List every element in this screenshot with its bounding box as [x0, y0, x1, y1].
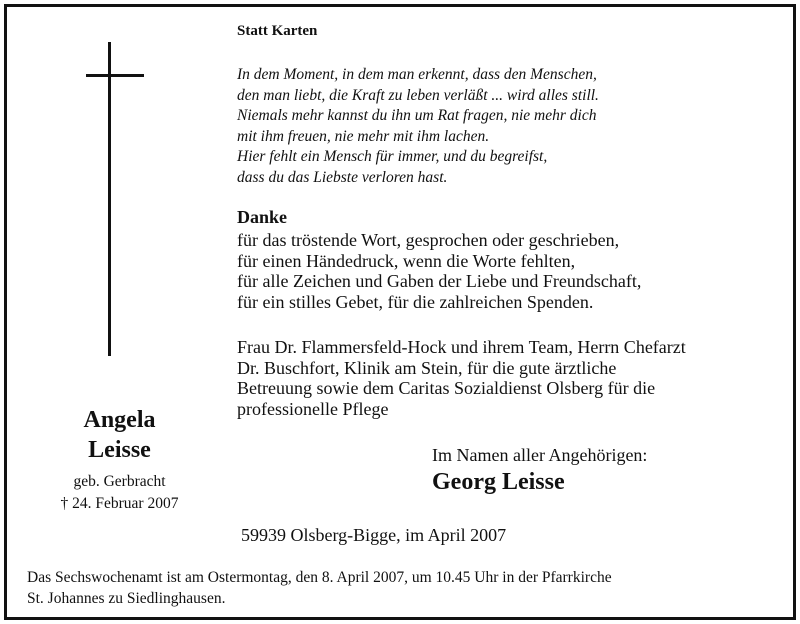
notice-line: St. Johannes zu Siedlinghausen.: [27, 589, 226, 607]
poem-line: In dem Moment, in dem man erkennt, dass den Menschen,: [237, 66, 597, 83]
thanks-line: Betreuung sowie dem Caritas Sozialdienst Olsberg für die: [237, 378, 656, 399]
poem-line: Niemals mehr kannst du ihn um Rat fragen, nie mehr dich: [237, 107, 597, 125]
thanks-line: Dr. Buschfort, Klinik am Stein, für die gute ärztliche: [237, 357, 617, 378]
poem-line: den man liebt, die Kraft zu leben verläßt ... wird alles still.: [237, 86, 599, 104]
danke-line: für einen Händedruck, wenn die Worte fehlten,: [237, 250, 576, 271]
mass-notice: [27, 568, 612, 609]
thanks-line: professionelle Pflege: [237, 398, 389, 419]
maiden-name: geb. Gerbracht: [73, 473, 166, 490]
cross-horizontal-bar: [86, 74, 144, 77]
poem-line: mit ihm freuen, nie mehr mit ihm lachen.: [237, 127, 490, 145]
danke-text: [237, 230, 641, 312]
death-date: † 24. Februar 2007: [60, 495, 179, 512]
deceased-block: [17, 405, 222, 515]
signature-intro: Im Namen aller Angehörigen:: [432, 445, 648, 465]
danke-line: für das tröstende Wort, gesprochen oder geschrieben,: [237, 230, 620, 250]
statt-karten-label: Statt Karten: [237, 23, 318, 39]
cross-vertical-bar: [108, 42, 111, 356]
poem-line: Hier fehlt ein Mensch für immer, und du begreifst,: [237, 148, 548, 166]
poem: [237, 65, 599, 189]
danke-heading: Danke: [237, 207, 288, 227]
place-date: 59939 Olsberg-Bigge, im April 2007: [241, 525, 507, 545]
deceased-first-name: Angela: [83, 407, 156, 433]
poem-line: dass du das Liebste verloren hast.: [237, 168, 448, 186]
danke-line: für alle Zeichen und Gaben der Liebe und Freundschaft,: [237, 271, 642, 292]
notice-line: Das Sechswochenamt ist am Ostermontag, den 8. April 2007, um 10.45 Uhr in der Pfarrkirche: [27, 569, 612, 586]
danke-line: für ein stilles Gebet, für die zahlreichen Spenden.: [237, 291, 594, 312]
thanks-line: Frau Dr. Flammersfeld-Hock und ihrem Team, Herrn Chefarzt: [237, 337, 686, 357]
signer-name: Georg Leisse: [432, 469, 565, 495]
obituary-notice: [4, 4, 796, 620]
deceased-last-name: Leisse: [88, 437, 151, 463]
special-thanks: [237, 337, 686, 419]
